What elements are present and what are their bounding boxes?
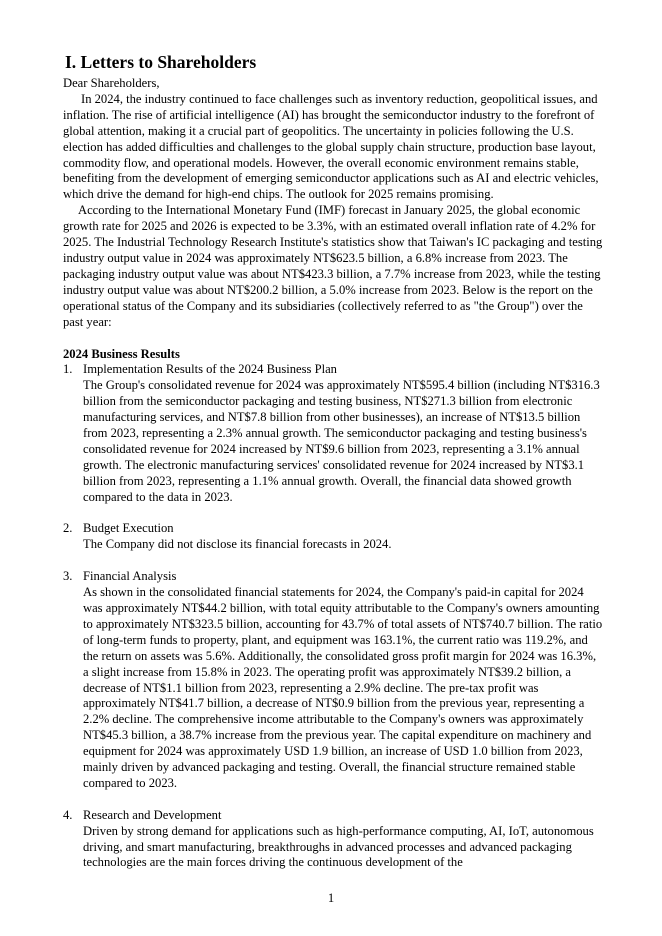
- item-number: 2.: [63, 521, 73, 536]
- intro-paragraph-1: In 2024, the industry continued to face challenges such as inventory reduction, geopolitical issues, and inflation. The rise of artificial intelligence (AI) has brought the semiconductor industry to the forefront of global attention, making it a crucial part of geopolitics. The uncertainty in policies following the U.S. election has added difficulties and challenges to the global supply chain structure, production base layout, commodity flow, and operational models. However, the overall economic environment remains stable, benefiting from the development of emerging semiconductor applications such as AI and electric vehicles, which drive the demand for high-end chips. The outlook for 2025 remains promising.: [63, 91, 599, 202]
- item-text: The Company did not disclose its financial forecasts in 2024.: [83, 537, 392, 552]
- list-item: [63, 362, 603, 505]
- item-text: As shown in the consolidated financial statements for 2024, the Company's paid-in capital for 2024 was approximately NT$44.2 billion, with total equity attributable to the Company's owners amounting to approximately NT$323.5 billion, accounting for 43.7% of total assets of NT$740.7 billion. The ratio of long-term funds to property, plant, and equipment was 163.1%, the current ratio was 119.2%, and the return on assets was 5.6%. Additionally, the consolidated gross profit margin for 2024 was 16.3%, a slight increase from 15.8% in 2023. The operating profit was approximately NT$39.2 billion, a decrease of NT$1.1 billion from 2023, representing a 2.9% decline. The pre-tax profit was approximately NT$41.7 billion, a decrease of NT$0.9 billion from the previous year, representing a 2.2% decline. The comprehensive income attributable to the Company's owners was approximately NT$45.3 billion, a 38.7% increase from the previous year. The capital expenditure on machinery and equipment for 2024 was approximately USD 1.9 billion, an increase of USD 1.0 billion from 2023, mainly driven by advanced packaging and testing. Overall, the financial structure remained stable compared to 2023.: [83, 585, 603, 790]
- item-text: Driven by strong demand for applications such as high-performance computing, AI, IoT, autonomous driving, and smart manufacturing, breakthroughs in advanced processes and advanced packaging technologies are the main forces driving the continuous development of the: [83, 823, 594, 870]
- item-number: 1.: [63, 362, 73, 377]
- list-item: [63, 521, 603, 553]
- item-text: The Group's consolidated revenue for 2024 was approximately NT$595.4 billion (including NT$316.3 billion from the semiconductor packaging and testing business, NT$271.3 billion from electronic manufacturing services, and NT$7.8 billion from other businesses), an increase of NT$13.5 billion from 2023, representing a 2.3% annual growth. The semiconductor packaging and testing business's consolidated revenue for 2024 increased by NT$9.6 billion from 2023, representing a 3.1% annual growth. The electronic manufacturing services' consolidated revenue for 2024 increased by NT$3.1 billion from 2023, representing a 1.1% annual growth. Overall, the financial data showed growth compared to the data in 2023.: [83, 378, 600, 504]
- item-title: Implementation Results of the 2024 Business Plan: [83, 362, 337, 377]
- page-heading: I. Letters to Shareholders: [65, 52, 257, 72]
- business-results-list: [63, 362, 603, 871]
- item-title: Budget Execution: [83, 521, 174, 536]
- list-item: [63, 569, 603, 792]
- list-item: [63, 808, 603, 872]
- item-number: 4.: [63, 807, 73, 822]
- item-number: 3.: [63, 569, 73, 584]
- page-number: 1: [327, 891, 335, 905]
- greeting: Dear Shareholders,: [63, 76, 160, 90]
- section-title: 2024 Business Results: [63, 346, 180, 361]
- intro-paragraph-2: According to the International Monetary Fund (IMF) forecast in January 2025, the global economic growth rate for 2025 and 2026 is expected to be 3.3%, with an estimated overall inflation rate of 4.2% for 2025. The Industrial Technology Research Institute's statistics show that Taiwan's IC packaging and testing industry output value in 2024 was approximately NT$623.5 billion, a 6.8% increase from 2023. The packaging industry output value was about NT$423.3 billion, a 7.7% increase from 2023, while the testing industry output value was about NT$200.2 billion, a 5.0% increase from 2023. Below is the report on the operational status of the Company and its subsidiaries (collectively referred to as "the Group") over the past year:: [63, 203, 603, 329]
- item-title: Research and Development: [83, 807, 222, 822]
- letter-page: [63, 52, 603, 887]
- item-title: Financial Analysis: [83, 569, 177, 584]
